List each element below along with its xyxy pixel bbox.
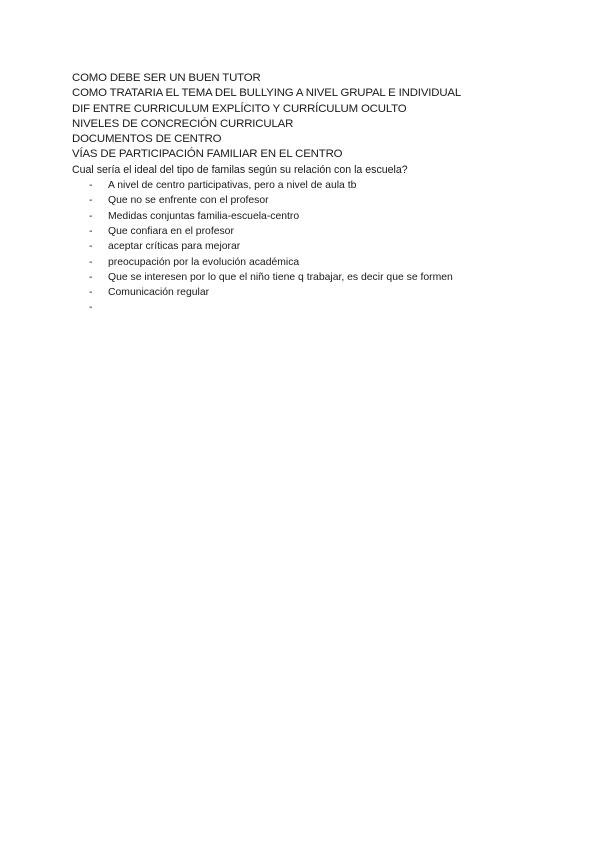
document-content bbox=[72, 71, 572, 316]
list-item bbox=[72, 193, 572, 208]
bullet-dash: - bbox=[89, 302, 93, 314]
list-item-text: Que confiara en el profesor bbox=[108, 225, 234, 237]
list-item-text: Medidas conjuntas familia-escuela-centro bbox=[108, 210, 300, 222]
list-item-text: Que no se enfrente con el profesor bbox=[108, 195, 269, 207]
heading-participacion: VÍAS DE PARTICIPACIÓN FAMILIAR EN EL CENTRO bbox=[72, 148, 343, 161]
list-item bbox=[72, 178, 572, 193]
bullet-dash: - bbox=[89, 287, 93, 299]
list-item bbox=[72, 270, 572, 285]
heading-bullying: COMO TRATARIA EL TEMA DEL BULLYING A NIVEL GRUPAL E INDIVIDUAL bbox=[72, 87, 462, 100]
heading-niveles: NIVELES DE CONCRECIÓN CURRICULAR bbox=[72, 117, 294, 130]
list-item bbox=[72, 285, 572, 300]
list-item-text: Comunicación regular bbox=[108, 287, 210, 299]
bullet-dash: - bbox=[89, 225, 93, 237]
bullet-dash: - bbox=[89, 195, 93, 207]
heading-documentos: DOCUMENTOS DE CENTRO bbox=[72, 133, 222, 146]
list-item-text: preocupación por la evolución académica bbox=[108, 256, 300, 268]
question-text: Cual sería el ideal del tipo de familas según su relación con la escuela? bbox=[72, 163, 408, 176]
bullet-dash: - bbox=[89, 180, 93, 192]
list-item-text: Que se interesen por lo que el niño tiene q trabajar, es decir que se formen bbox=[108, 271, 453, 283]
list-item-text: aceptar críticas para mejorar bbox=[108, 241, 241, 253]
answer-list bbox=[72, 178, 572, 316]
list-item bbox=[72, 209, 572, 224]
heading-curriculum: DIF ENTRE CURRICULUM EXPLÍCITO Y CURRÍCULUM OCULTO bbox=[72, 102, 407, 115]
bullet-dash: - bbox=[89, 271, 93, 283]
list-item bbox=[72, 224, 572, 239]
list-item bbox=[72, 239, 572, 254]
bullet-dash: - bbox=[89, 256, 93, 268]
list-item-text: A nivel de centro participativas, pero a nivel de aula tb bbox=[108, 180, 357, 192]
bullet-dash: - bbox=[89, 241, 93, 253]
heading-tutor: COMO DEBE SER UN BUEN TUTOR bbox=[72, 72, 261, 84]
list-item-empty bbox=[72, 300, 572, 315]
list-item bbox=[72, 255, 572, 270]
bullet-dash: - bbox=[89, 210, 93, 222]
